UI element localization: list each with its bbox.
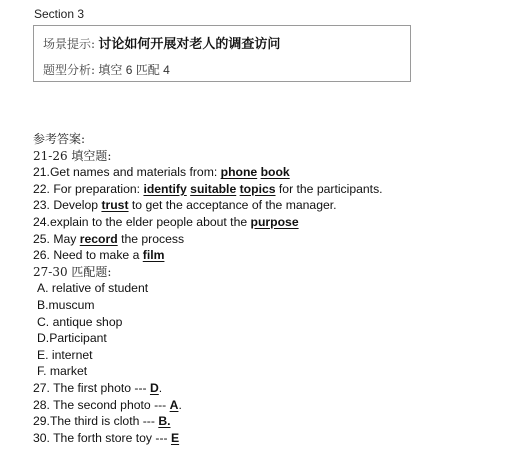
match-answer-list xyxy=(33,380,523,446)
match-answer-item: 27. The first photo --- D. xyxy=(33,380,163,395)
type-value: 填空 6 匹配 4 xyxy=(98,63,170,77)
answer-keyword: D xyxy=(149,380,159,395)
type-row xyxy=(43,63,170,77)
option-list xyxy=(33,280,523,380)
answer-keyword: topics xyxy=(239,181,276,196)
match-option: E. internet xyxy=(37,347,93,362)
match-answer-item: 30. The forth store toy --- E xyxy=(33,430,180,445)
fill-answer-item: 26. Need to make a film xyxy=(33,248,165,263)
match-option: D.Participant xyxy=(37,331,107,346)
answer-keyword: film xyxy=(142,248,165,263)
answer-keyword: identify xyxy=(143,181,187,196)
type-label: 题型分析: xyxy=(43,63,96,77)
fill-answer-item: 23. Develop trust to get the acceptance of the manager. xyxy=(33,198,337,213)
fill-heading: 21-26 填空题: xyxy=(33,148,112,163)
scene-row xyxy=(43,37,280,51)
fill-answer-item: 25. May record the process xyxy=(33,231,185,246)
answer-keyword: record xyxy=(79,231,118,246)
match-heading: 27-30 匹配题: xyxy=(33,264,112,279)
answers-section xyxy=(33,131,523,446)
answer-keyword: E xyxy=(170,430,180,445)
answers-heading: 参考答案: xyxy=(33,132,86,146)
fill-answer-list xyxy=(33,164,523,264)
fill-answer-item: 21.Get names and materials from: phone book xyxy=(33,165,290,180)
scene-label: 场景提示: xyxy=(43,37,96,51)
match-answer-item: 29.The third is cloth --- B. xyxy=(33,414,171,429)
match-option: B.muscum xyxy=(37,297,95,312)
match-option: F. market xyxy=(37,364,88,379)
fill-answer-item: 24.explain to the elder people about the purpose xyxy=(33,214,299,229)
answer-keyword: B. xyxy=(158,414,171,429)
answer-keyword: trust xyxy=(101,198,129,213)
answer-keyword: suitable xyxy=(190,181,237,196)
scene-value: 讨论如何开展对老人的调查访问 xyxy=(98,36,281,51)
fill-answer-item: 22. For preparation: identify suitable topics for the participants. xyxy=(33,181,383,196)
match-answer-item: 28. The second photo --- A. xyxy=(33,397,182,412)
answer-keyword: purpose xyxy=(250,214,299,229)
answer-keyword: book xyxy=(260,165,290,180)
answer-keyword: phone xyxy=(220,165,258,180)
match-option: A. relative of student xyxy=(37,281,149,296)
answer-keyword: A xyxy=(169,397,179,412)
section-title: Section 3 xyxy=(34,7,85,21)
info-box xyxy=(33,25,411,82)
match-option: C. antique shop xyxy=(37,314,123,329)
